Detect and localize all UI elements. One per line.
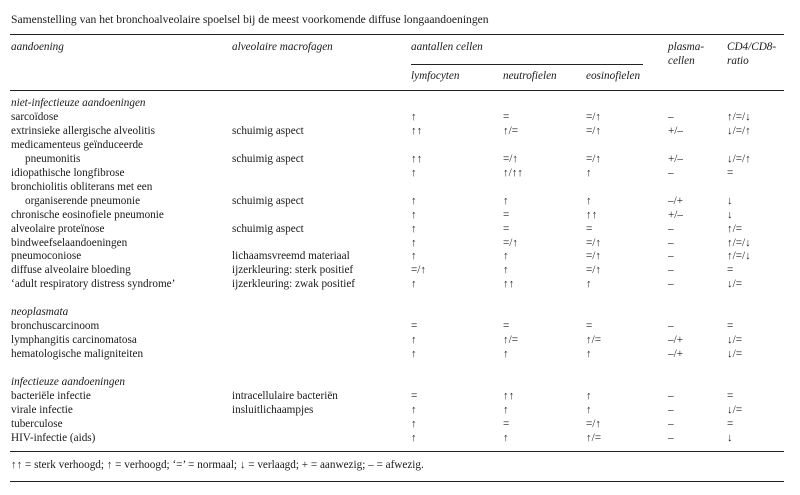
eosinofielen-cell: ↑/= [586, 431, 602, 444]
table-row [0, 167, 800, 181]
subheader-rule [411, 64, 643, 65]
condition-name: sarcoïdose [11, 110, 59, 123]
table-row [0, 181, 800, 195]
table-row [0, 139, 800, 153]
plasmacellen-cell: –/+ [668, 334, 684, 347]
plasmacellen-cell: +/– [668, 208, 684, 221]
cd4-cd8-ratio-cell: ↑/=/↓ [727, 110, 751, 123]
header-plasma-line1: plasma- [668, 41, 705, 53]
lymfocyten-cell: ↑ [411, 278, 417, 291]
plasmacellen-cell: –/+ [668, 348, 684, 361]
cd4-cd8-ratio-cell: ↑/=/↓ [727, 250, 751, 263]
header-plasma-line2: cellen [668, 55, 695, 67]
plasmacellen-cell: – [668, 166, 674, 179]
header-aandoening: aandoening [11, 41, 64, 53]
table-row [0, 223, 800, 237]
lymfocyten-cell: ↑ [411, 222, 417, 235]
cd4-cd8-ratio-cell: ↓/=/↑ [727, 152, 751, 165]
condition-name: ‘adult respiratory distress syndrome’ [11, 278, 176, 291]
condition-name: organiserende pneumonie [25, 194, 141, 207]
macrofagen-cell: insluitlichaampjes [232, 403, 314, 416]
condition-name: tuberculose [11, 417, 63, 430]
eosinofielen-cell: ↑ [586, 194, 592, 207]
cd4-cd8-ratio-cell: ↓/=/↑ [727, 124, 751, 137]
header-eosinofielen: eosinofielen [586, 70, 641, 82]
group-heading: niet-infectieuze aandoeningen [11, 97, 146, 109]
plasmacellen-cell: – [668, 110, 674, 123]
condition-name: alveolaire proteïnose [11, 222, 105, 235]
lymfocyten-cell: ↑↑ [411, 124, 423, 137]
macrofagen-cell: schuimig aspect [232, 152, 304, 165]
neutrofielen-cell: = [503, 417, 510, 430]
plasmacellen-cell: – [668, 431, 674, 444]
neutrofielen-cell: ↑ [503, 403, 509, 416]
table-row [0, 432, 800, 446]
cd4-cd8-ratio-cell: ↓/= [727, 348, 743, 361]
eosinofielen-cell: =/↑ [586, 110, 602, 123]
table-row [0, 320, 800, 334]
condition-name: bindweefselaandoeningen [11, 236, 128, 249]
header-macrofagen: alveolaire macrofagen [232, 41, 333, 53]
table-row [0, 390, 800, 404]
macrofagen-cell: schuimig aspect [232, 194, 304, 207]
end-rule [10, 481, 784, 482]
macrofagen-cell: lichaamsvreemd materiaal [232, 250, 350, 263]
eosinofielen-cell: =/↑ [586, 124, 602, 137]
eosinofielen-cell: ↑ [586, 278, 592, 291]
condition-name: pneumonitis [25, 152, 81, 165]
cd4-cd8-ratio-cell: ↓/= [727, 403, 743, 416]
neutrofielen-cell: ↑↑ [503, 389, 515, 402]
table-row [0, 111, 800, 125]
eosinofielen-cell: ↑/= [586, 334, 602, 347]
header-ratio-line2: ratio [727, 55, 749, 67]
plasmacellen-cell: – [668, 417, 674, 430]
cd4-cd8-ratio-cell: ↓/= [727, 334, 743, 347]
lymfocyten-cell: ↑ [411, 166, 417, 179]
lymfocyten-cell: ↑ [411, 110, 417, 123]
cd4-cd8-ratio-cell: = [727, 166, 734, 179]
plasmacellen-cell: – [668, 320, 674, 333]
eosinofielen-cell: ↑ [586, 348, 592, 361]
table-row [0, 418, 800, 432]
lymfocyten-cell: ↑ [411, 431, 417, 444]
lymfocyten-cell: ↑ [411, 417, 417, 430]
lymfocyten-cell: ↑ [411, 208, 417, 221]
lymfocyten-cell: ↑ [411, 334, 417, 347]
plasmacellen-cell: – [668, 403, 674, 416]
cd4-cd8-ratio-cell: ↓ [727, 431, 733, 444]
header-ratio-line1: CD4/CD8- [727, 41, 777, 53]
table-row [0, 195, 800, 209]
lymfocyten-cell: ↑ [411, 194, 417, 207]
lymfocyten-cell: ↑ [411, 250, 417, 263]
group-heading: neoplasmata [11, 306, 69, 319]
table-row [0, 237, 800, 251]
neutrofielen-cell: ↑ [503, 431, 509, 444]
eosinofielen-cell: =/↑ [586, 250, 602, 263]
table-row [0, 404, 800, 418]
condition-name: lymphangitis carcinomatosa [11, 334, 137, 347]
lymfocyten-cell: ↑ [411, 236, 417, 249]
neutrofielen-cell: ↑↑ [503, 278, 515, 291]
condition-name: diffuse alveolaire bloeding [11, 264, 131, 277]
neutrofielen-cell: ↑ [503, 264, 509, 277]
cd4-cd8-ratio-cell: = [727, 417, 734, 430]
eosinofielen-cell: ↑ [586, 389, 592, 402]
eosinofielen-cell: ↑ [586, 403, 592, 416]
legend-text: ↑↑ = sterk verhoogd; ↑ = verhoogd; ‘=’ = normaal; ↓ = verlaagd; + = aanwezig; – = afwezig. [11, 459, 424, 471]
neutrofielen-cell: ↑ [503, 194, 509, 207]
header-rule [10, 90, 784, 91]
condition-name: medicamenteus geïnduceerde [11, 138, 144, 151]
eosinofielen-cell: =/↑ [586, 417, 602, 430]
lymfocyten-cell: ↑ [411, 348, 417, 361]
bottom-rule [10, 451, 784, 452]
table-title: Samenstelling van het bronchoalveolaire spoelsel bij de meest voorkomende diffuse longaandoeningen [11, 13, 489, 26]
macrofagen-cell: ijzerkleuring: zwak positief [232, 278, 356, 291]
group-heading-row [0, 97, 800, 111]
header-aantallen-cellen: aantallen cellen [411, 41, 483, 53]
condition-name: virale infectie [11, 403, 73, 416]
macrofagen-cell: schuimig aspect [232, 124, 304, 137]
group-heading-row [0, 376, 800, 390]
plasmacellen-cell: – [668, 236, 674, 249]
neutrofielen-cell: ↑ [503, 250, 509, 263]
plasmacellen-cell: – [668, 389, 674, 402]
lymfocyten-cell: = [411, 389, 418, 402]
table-row [0, 264, 800, 278]
cd4-cd8-ratio-cell: = [727, 264, 734, 277]
macrofagen-cell: ijzerkleuring: sterk positief [232, 264, 354, 277]
table-row [0, 125, 800, 139]
cd4-cd8-ratio-cell: = [727, 389, 734, 402]
cd4-cd8-ratio-cell: = [727, 320, 734, 333]
neutrofielen-cell: ↑ [503, 348, 509, 361]
plasmacellen-cell: +/– [668, 152, 684, 165]
table-row [0, 209, 800, 223]
group-heading: infectieuze aandoeningen [11, 376, 126, 388]
neutrofielen-cell: =/↑ [503, 152, 519, 165]
eosinofielen-cell: = [586, 222, 593, 235]
cd4-cd8-ratio-cell: ↓ [727, 194, 733, 207]
neutrofielen-cell: =/↑ [503, 236, 519, 249]
lymfocyten-cell: ↑↑ [411, 152, 423, 165]
eosinofielen-cell: =/↑ [586, 236, 602, 249]
neutrofielen-cell: = [503, 110, 510, 123]
eosinofielen-cell: =/↑ [586, 152, 602, 165]
plasmacellen-cell: – [668, 264, 674, 277]
neutrofielen-cell: ↑/↑↑ [503, 166, 523, 179]
cd4-cd8-ratio-cell: ↑/= [727, 222, 743, 235]
table-row [0, 334, 800, 348]
eosinofielen-cell: =/↑ [586, 264, 602, 277]
neutrofielen-cell: = [503, 208, 510, 221]
eosinofielen-cell: ↑ [586, 166, 592, 179]
top-rule [10, 34, 784, 35]
condition-name: bacteriële infectie [11, 389, 91, 402]
condition-name: hematologische maligniteiten [11, 348, 144, 361]
condition-name: pneumoconiose [11, 250, 82, 263]
table-row [0, 250, 800, 264]
condition-name: bronchuscarcinoom [11, 320, 100, 333]
table-row [0, 153, 800, 167]
lymfocyten-cell: =/↑ [411, 264, 427, 277]
header-neutrofielen: neutrofielen [503, 70, 557, 82]
neutrofielen-cell: = [503, 222, 510, 235]
eosinofielen-cell: ↑↑ [586, 208, 598, 221]
cd4-cd8-ratio-cell: ↑/=/↓ [727, 236, 751, 249]
plasmacellen-cell: –/+ [668, 194, 684, 207]
plasmacellen-cell: – [668, 250, 674, 263]
table-row [0, 348, 800, 362]
condition-name: idiopathische longfibrose [11, 166, 125, 179]
table-row [0, 292, 800, 306]
plasmacellen-cell: – [668, 278, 674, 291]
cd4-cd8-ratio-cell: ↓ [727, 208, 733, 221]
neutrofielen-cell: = [503, 320, 510, 333]
plasmacellen-cell: +/– [668, 124, 684, 137]
cd4-cd8-ratio-cell: ↓/= [727, 278, 743, 291]
condition-name: chronische eosinofiele pneumonie [11, 208, 164, 221]
condition-name: HIV-infectie (aids) [11, 431, 96, 444]
macrofagen-cell: schuimig aspect [232, 222, 304, 235]
header-lymfocyten: lymfocyten [411, 70, 460, 82]
lymfocyten-cell: ↑ [411, 403, 417, 416]
table-row [0, 278, 800, 292]
group-heading-row [0, 306, 800, 320]
neutrofielen-cell: ↑/= [503, 334, 519, 347]
macrofagen-cell: intracellulaire bacteriën [232, 389, 338, 402]
plasmacellen-cell: – [668, 222, 674, 235]
lymfocyten-cell: = [411, 320, 418, 333]
table-row [0, 362, 800, 376]
eosinofielen-cell: = [586, 320, 593, 333]
condition-name: extrinsieke allergische alveolitis [11, 124, 155, 137]
neutrofielen-cell: ↑/= [503, 124, 519, 137]
condition-name: bronchiolitis obliterans met een [11, 180, 153, 193]
